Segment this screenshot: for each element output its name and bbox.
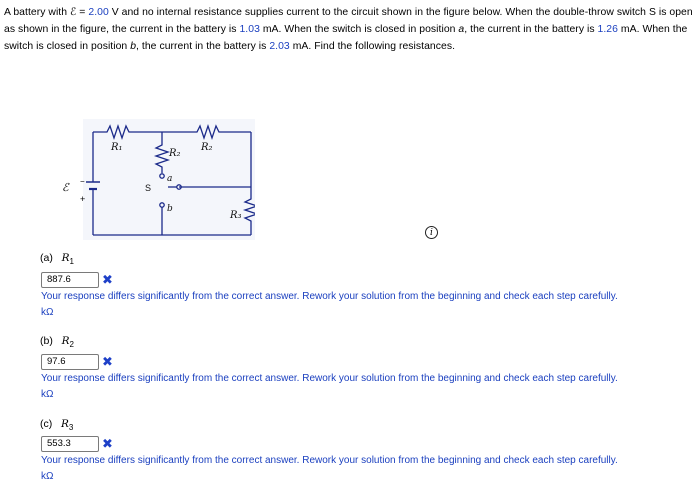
r1-resistor (93, 126, 162, 138)
emf-symbol: ℰ (70, 6, 77, 18)
part-b-unit: kΩ (41, 389, 54, 400)
part-a-label (40, 252, 74, 266)
position-b-text: b (130, 41, 137, 52)
part-c-answer-input[interactable]: 553.3 (41, 436, 99, 452)
r2-mid-label: R₂ (169, 148, 181, 159)
part-b-feedback (41, 371, 691, 403)
current-b: 2.03 (269, 41, 290, 52)
circuit-diagram (83, 119, 255, 240)
r2-top-resistor (162, 126, 251, 138)
problem-statement (4, 4, 694, 55)
part-c-feedback-text: Your response differs significantly from the correct answer. Rework your solution from the beginning and check each step carefully. (41, 455, 618, 466)
part-b-answer-input[interactable]: 97.6 (41, 354, 99, 370)
battery-plus: + (80, 194, 86, 204)
part-b-letter: (b) (40, 335, 53, 347)
part-a-feedback (41, 289, 691, 321)
r3-label: R₃ (230, 210, 242, 221)
part-c-letter: (c) (40, 418, 53, 430)
position-a-text: a (458, 24, 465, 35)
problem-text-3: V and no internal resistance supplies current to the circuit shown in the figure below. When the double-throw switch S is open as shown in the figure, the current in the battery is (4, 7, 693, 35)
part-a-unit: kΩ (41, 307, 54, 318)
part-a-letter: (a) (40, 252, 53, 264)
current-a: 1.26 (597, 24, 618, 35)
problem-text-6: mA. When the switch is closed in position (4, 24, 688, 52)
problem-text-4: mA. When the switch is closed in position (259, 24, 459, 35)
part-a-var: R (61, 252, 70, 264)
part-c-feedback (41, 453, 691, 485)
switch-label: S (145, 183, 152, 193)
part-c-var: R (61, 418, 69, 430)
r1-label: R₁ (111, 142, 123, 153)
part-a-feedback-text: Your response differs significantly from the correct answer. Rework your solution from the beginning and check each step carefully. (41, 291, 618, 302)
problem-text-5: , the current in the battery is (464, 24, 598, 35)
problem-text-7: , the current in the battery is (136, 41, 270, 52)
part-b-label (40, 335, 74, 349)
emf-value: 2.00 (88, 7, 109, 18)
r3-resistor (245, 132, 255, 235)
b-label: b (167, 204, 173, 214)
part-a-answer-input[interactable]: 887.6 (41, 272, 99, 288)
terminal-b (160, 203, 164, 207)
problem-text-8: mA. Find the following resistances. (289, 41, 455, 52)
part-a-incorrect-icon: ✖ (102, 272, 113, 287)
current-open: 1.03 (239, 24, 260, 35)
part-c-sub: 3 (68, 423, 74, 433)
part-c-incorrect-icon: ✖ (102, 436, 113, 451)
part-c-unit: kΩ (41, 471, 54, 482)
battery-minus: − (80, 177, 85, 186)
part-c-label (40, 418, 73, 432)
part-b-var: R (61, 335, 70, 347)
r2-top-label: R₂ (201, 142, 213, 153)
problem-text-2: = (76, 7, 89, 18)
part-b-feedback-text: Your response differs significantly from the correct answer. Rework your solution from the beginning and check each step carefully. (41, 373, 618, 384)
info-icon[interactable]: i (425, 226, 438, 239)
circuit-figure (83, 119, 255, 240)
problem-text-1: A battery with (4, 7, 71, 18)
part-b-incorrect-icon: ✖ (102, 354, 113, 369)
r2-mid-resistor (156, 132, 168, 173)
part-b-sub: 2 (69, 340, 74, 350)
terminal-a (160, 174, 164, 178)
emf-symbol-figure: ℰ (62, 181, 69, 194)
part-a-sub: 1 (69, 257, 74, 267)
a-label: a (167, 174, 173, 184)
